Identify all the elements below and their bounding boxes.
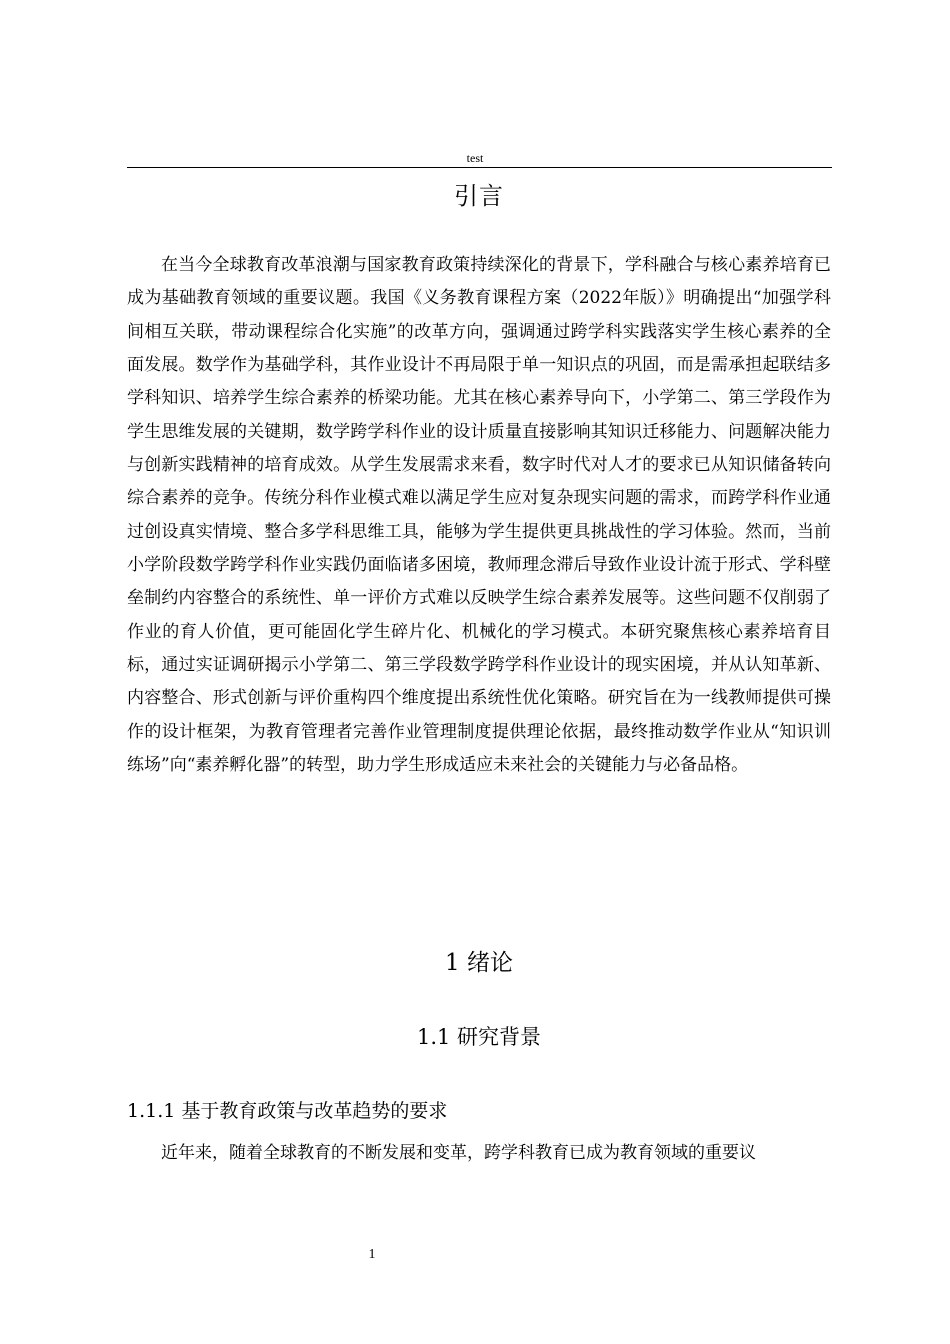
section-title: 1.1 研究背景 [416,1025,542,1049]
subsection-title: 1.1.1 基于教育政策与改革趋势的要求 [127,1100,448,1122]
running-header: test [466,151,484,165]
chapter-title: 1 绪论 [445,950,513,976]
body-paragraph: 近年来，随着全球教育的不断发展和变革，跨学科教育已成为教育领域的重要议 [161,1143,756,1163]
page-title: 引言 [454,182,504,210]
header-divider [127,167,832,168]
page-number: 1 [368,1247,376,1262]
intro-paragraph: 在当今全球教育改革浪潮与国家教育政策持续深化的背景下，学科融合与核心素养培育已成为基础教育领域的重要议题。我国《义务教育课程方案（2022年版）》明确提出“加强学科间相互关联，带动课程综合化实施”的改革方向，强调通过跨学科实践落实学生核心素养的全面发展。数学作为基础学科，其作业设计不再局限于单一知识点的巩固，而是需承担起联结多学科知识、培养学生综合素养的桥梁功能。尤其在核心素养导向下，小学第二、第三学段作为学生思维发展的关键期，数学跨学科作业的设计质量直接影响其知识迁移能力、问题解决能力与创新实践精神的培育成效。从学生发展需求来看，数字时代对人才的要求已从知识储备转向综合素养的竞争。传统分科作业模式难以满足学生应对复杂现实问题的需求，而跨学科作业通过创设真实情境、整合多学科思维工具，能够为学生提供更具挑战性的学习体验。然而，当前小学阶段数学跨学科作业实践仍面临诸多困境，教师理念滞后导致作业设计流于形式、学科壁垒制约内容整合的系统性、单一评价方式难以反映学生综合素养发展等。这些问题不仅削弱了作业的育人价值，更可能固化学生碎片化、机械化的学习模式。本研究聚焦核心素养培育目标，通过实证调研揭示小学第二、第三学段数学跨学科作业设计的现实困境，并从认知革新、内容整合、形式创新与评价重构四个维度提出系统性优化策略。研究旨在为一线教师提供可操作的设计框架，为教育管理者完善作业管理制度提供理论依据，最终推动数学作业从“知识训练场”向“素养孵化器”的转型，助力学生形成适应未来社会的关键能力与必备品格。 [127,255,831,776]
